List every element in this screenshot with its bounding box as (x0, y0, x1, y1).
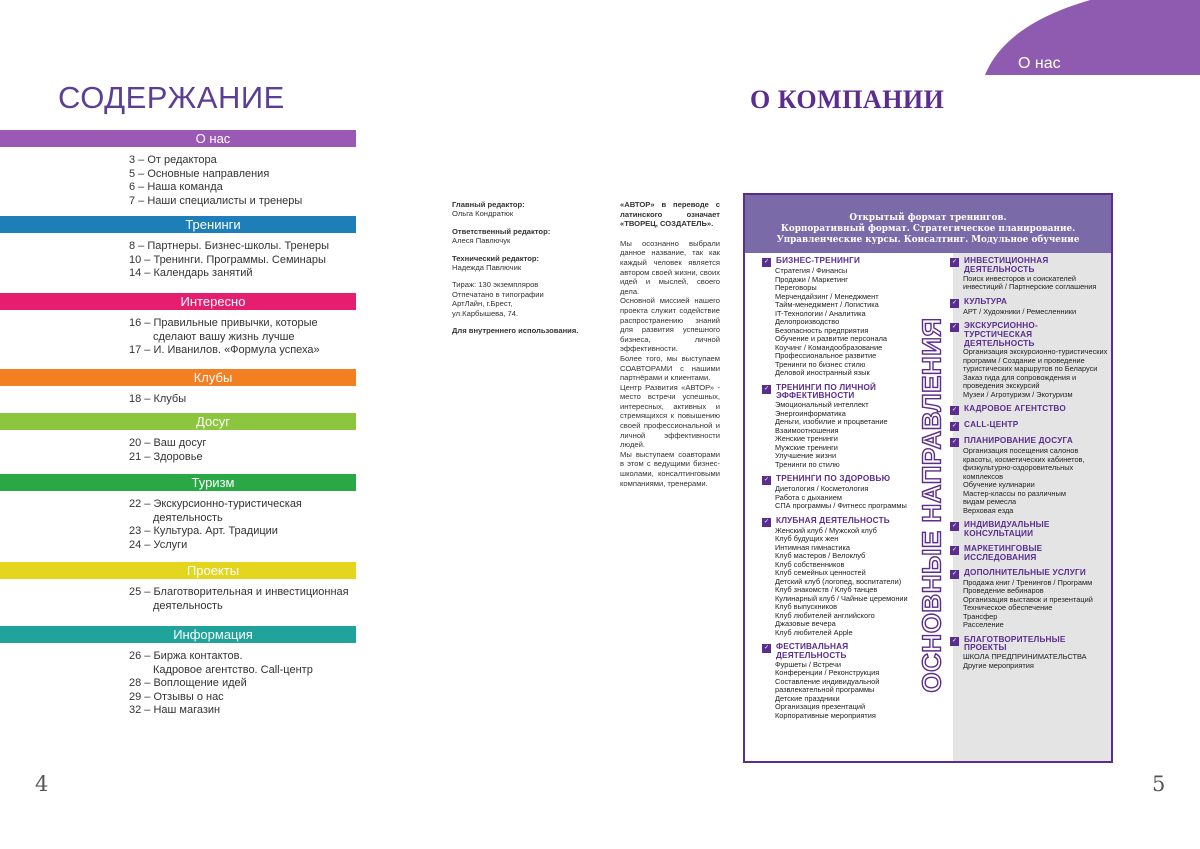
direction-item: Стратегия / Финансы (775, 266, 848, 275)
direction-item: Клуб любителей Apple (775, 627, 853, 637)
direction-item: Обучение и развитие персонала (775, 334, 888, 343)
about-paragraph: Основной миссией нашего проекта служит содействие распространению знаний для развития успешного бизнеса, личной эффективности. (620, 296, 720, 354)
about-paragraph: Мы выступаем соавторами в этом с ведущими бизнес-школами, консалтинговыми компаниями, тренерами. (620, 449, 720, 488)
checkbox-icon: ✓ (763, 518, 770, 525)
direction-item: Деловой иностранный язык (775, 368, 870, 377)
direction-title (776, 384, 876, 402)
about-paragraph: Более того, мы выступаем СОАВТОРАМИ с нашими партнёрами и клиентами. (620, 353, 720, 383)
direction-title (776, 643, 848, 661)
direction-title-line: ЭФФЕКТИВНОСТИ (776, 391, 855, 401)
direction-item: Мужские тренинги (775, 442, 838, 452)
responsible-editor-name: Алеся Павлючук (452, 236, 511, 246)
direction-title-line: ТРЕНИНГИ ПО ЛИЧНОЙ (776, 382, 877, 392)
direction-section (950, 545, 1107, 563)
checkbox-icon: ✓ (951, 259, 958, 265)
direction-title-line: ТУРСТИЧЕСКАЯ (964, 329, 1033, 339)
checkbox-icon: ✓ (951, 547, 958, 554)
direction-item: Профессиональное развитие (775, 351, 877, 360)
direction-section (950, 569, 1107, 630)
checkbox-icon: ✓ (951, 570, 958, 577)
direction-item: Музеи / Агротуризм / Экотуризм (963, 389, 1073, 399)
direction-item: Клуб мастеров / Велоклуб (775, 551, 866, 561)
checkbox-icon: ✓ (951, 407, 958, 414)
direction-title (964, 322, 1038, 348)
direction-item: Переговоры (775, 283, 817, 292)
direction-heading (762, 384, 908, 402)
direction-item: Продажи / Маркетинг (775, 274, 848, 284)
direction-item: Клуб выпускников (775, 602, 838, 612)
checkbox-icon: ✓ (951, 324, 958, 331)
toc-entry: 20 – Ваш досуг (129, 437, 207, 449)
direction-heading (950, 636, 1107, 654)
checkbox-icon: ✓ (763, 645, 770, 652)
direction-title-line: ФЕСТИВАЛЬНАЯ (776, 642, 849, 652)
direction-heading (950, 257, 1107, 275)
direction-title (964, 437, 1073, 446)
direction-item: Тайм-менеджмент / Логистика (775, 300, 879, 309)
direction-item: Женский клуб / Мужской клуб (775, 525, 877, 535)
direction-item: Расселение (963, 620, 1004, 630)
direction-items (950, 653, 1107, 670)
direction-item: Корпоративные мероприятия (775, 710, 876, 720)
direction-title-line: ИНДИВИДУАЛЬНЫЕ (964, 520, 1050, 530)
direction-item: Поиск инвесторов и соискателей (963, 273, 1076, 283)
direction-title (776, 475, 890, 484)
direction-item: IT-Технологии / Аналитика (775, 308, 866, 318)
checkbox-icon: ✓ (951, 299, 958, 306)
direction-item: Клуб семейных ценностей (775, 568, 866, 578)
toc-entry: деятельность (153, 511, 223, 524)
direction-item: Верховая езда (963, 505, 1014, 515)
direction-items (950, 308, 1107, 317)
direction-item: Детский клуб (логопед, воспитатели) (775, 576, 902, 586)
direction-item: Кулинарный клуб / Чайные церемонии (775, 593, 908, 603)
direction-item: Клуб знакомств / Клуб танцев (775, 585, 878, 595)
direction-item: Клуб будущих жен (775, 534, 839, 544)
toc-entry: 29 – Отзывы о нас (129, 690, 224, 703)
direction-section (762, 517, 908, 638)
direction-item: Тренинги по стилю (775, 459, 840, 469)
direction-items (950, 579, 1107, 630)
toc-section-bar: Информация (0, 626, 356, 643)
about-paragraph: Мы осознанно выбрали данное название, так как каждый человек является автором своей жизни, своих идей и мыслей, своего дела. (620, 238, 720, 296)
toc-entry-list (129, 650, 359, 718)
toc-section-bar: Проекты (0, 562, 356, 579)
direction-title-line: КОНСУЛЬТАЦИИ (964, 529, 1034, 539)
checkbox-icon: ✓ (951, 423, 958, 430)
direction-item: АРТ / Художники / Ремесленники (963, 306, 1077, 316)
directions-panel (743, 193, 1113, 763)
direction-item: Конференции / Реконструкция (775, 668, 880, 678)
page-title: СОДЕРЖАНИЕ (58, 80, 285, 115)
direction-item: Женские тренинги (775, 434, 838, 444)
direction-heading (950, 421, 1107, 431)
direction-item: Работа с дыханием (775, 492, 842, 502)
direction-item: Интимная гимнастика (775, 542, 851, 552)
direction-title-line: БЛАГОТВОРИТЕЛЬНЫЕ (964, 634, 1066, 644)
toc-entry: 23 – Культура. Арт. Традиции (129, 525, 278, 537)
direction-item: Трансфер (963, 611, 998, 621)
direction-section (950, 521, 1107, 539)
direction-title (964, 521, 1050, 539)
direction-title-line: КУЛЬТУРА (964, 296, 1008, 306)
toc-entry-list (129, 317, 359, 358)
toc-entry: Кадровое агентство. Call-центр (153, 663, 313, 676)
direction-items (762, 401, 908, 469)
about-paragraph: Центр Развития «АВТОР» - место встречи успешных, интересных, активных и стремящихся к повышению своей профессиональной и личной эффективности людей. (620, 382, 720, 450)
toc-entry-list (129, 498, 359, 552)
page-number-right: 5 (1152, 772, 1166, 796)
direction-item: Организация презентаций (775, 702, 866, 712)
direction-item: Взаимоотношения (775, 425, 839, 435)
direction-section (762, 475, 908, 511)
directions-left-column (762, 257, 908, 726)
toc-section-bar: Клубы (0, 369, 356, 386)
toc-entry: 17 – И. Иванилов. «Формула успеха» (129, 344, 320, 356)
direction-item: Фуршеты / Встречи (775, 659, 841, 669)
direction-section (950, 421, 1107, 431)
direction-item: Клуб собственников (775, 559, 845, 569)
chief-editor-name: Ольга Кондратюк (452, 209, 514, 219)
direction-title-line: ИНВЕСТИЦИОННАЯ (964, 256, 1049, 265)
toc-entry: 25 – Благотворительная и инвестиционная (129, 586, 349, 598)
checkbox-icon: ✓ (763, 477, 770, 484)
direction-title (964, 405, 1066, 414)
toc-entry: 24 – Услуги (129, 538, 188, 551)
direction-item: ШКОЛА ПРЕДПРИНИМАТЕЛЬСТВА (963, 652, 1087, 662)
direction-item: Техническое обеспечение (963, 603, 1053, 613)
direction-title-line: ДЕЯТЕЛЬНОСТЬ (776, 650, 847, 660)
direction-item: Другие мероприятия (963, 660, 1034, 670)
toc-entry: 8 – Партнеры. Бизнес-школы. Тренеры (129, 240, 330, 252)
internal-use-note: Для внутреннего использования. (452, 326, 579, 336)
toc-section-bar: О нас (0, 130, 356, 147)
vertical-title-text: ОСНОВНЫЕ НАПРАВЛЕНИЯ (916, 317, 947, 693)
directions-right-column (950, 257, 1107, 676)
toc-section-bar: Досуг (0, 413, 356, 430)
toc-entry: 5 – Основные направления (129, 167, 270, 180)
direction-item: инвестиций / Партнерские соглашения (963, 282, 1097, 292)
direction-item: видам ремесла (963, 497, 1017, 507)
direction-item: Организация посещения салонов (963, 446, 1079, 456)
toc-entry-list (129, 393, 359, 407)
toc-entry-list (129, 437, 359, 464)
direction-item: Проведение вебинаров (963, 586, 1044, 596)
direction-item: Мастер-классы по различным (963, 488, 1066, 498)
direction-items (762, 267, 908, 378)
direction-section (950, 437, 1107, 515)
direction-items (762, 527, 908, 638)
direction-items (762, 661, 908, 721)
print-info-line: ул.Карбышева, 74. (452, 308, 519, 318)
direction-items (950, 447, 1107, 515)
direction-heading (762, 643, 908, 661)
direction-title (776, 257, 860, 266)
checkbox-icon: ✓ (763, 385, 770, 392)
direction-title (964, 636, 1066, 654)
print-info-line: Тираж: 130 экземпляров (452, 280, 539, 290)
direction-item: Эмоциональный интеллект (775, 400, 869, 410)
direction-title-line: ПРОЕКТЫ (964, 643, 1007, 653)
direction-heading (950, 545, 1107, 563)
chief-editor-label: Главный редактор: (452, 200, 525, 209)
technical-editor-label: Технический редактор: (452, 253, 539, 263)
toc-entry: сделают вашу жизнь лучше (153, 330, 295, 343)
direction-item: Детские праздники (775, 693, 840, 703)
toc-entry-list (129, 240, 359, 281)
toc-entry: 14 – Календарь занятий (129, 267, 253, 279)
direction-title (776, 517, 890, 526)
direction-item: Энергоинформатика (775, 408, 846, 418)
direction-item: Организация экскурсионно-туристических (963, 347, 1108, 357)
direction-section (950, 257, 1107, 292)
direction-item: Улучшение жизни (775, 451, 837, 461)
direction-title (964, 298, 1007, 307)
direction-item: СПА программы / Фитнесс программы (775, 501, 907, 511)
direction-section (762, 257, 908, 378)
direction-item: комплексов (963, 471, 1004, 481)
toc-entry-list (129, 586, 359, 613)
direction-item: Мерчендайзинг / Менеджмент (775, 291, 879, 301)
direction-item: физкультурно-оздоровительных (963, 463, 1074, 473)
vertical-title (916, 255, 948, 755)
direction-item: Заказ гида для сопровождения и (963, 372, 1077, 382)
direction-title-line: ЭКСКУРСИОННО- (964, 321, 1038, 331)
direction-item: Диетология / Косметология (775, 484, 869, 494)
technical-editor-name: Надежда Павлючик (452, 263, 522, 273)
direction-title-line: CALL-ЦЕНТР (964, 420, 1019, 430)
toc-entry: 7 – Наши специалисты и тренеры (129, 194, 303, 207)
direction-items (950, 275, 1107, 292)
direction-title-line: МАРКЕТИНГОВЫЕ (964, 544, 1043, 554)
direction-items (950, 348, 1107, 399)
direction-title-line: КАДРОВОЕ АГЕНТСТВО (964, 404, 1066, 414)
direction-title (964, 545, 1042, 563)
direction-item: Организация выставок и презентаций (963, 594, 1093, 604)
toc-entry: 32 – Наш магазин (129, 704, 221, 716)
direction-item: туристических маршрутов по Беларуси (963, 364, 1098, 374)
direction-item: проведения экскурсий (963, 381, 1040, 391)
toc-section-bar: Туризм (0, 474, 356, 491)
toc-entry: 18 – Клубы (129, 393, 187, 405)
toc-entry: 10 – Тренинги. Программы. Семинары (129, 253, 326, 266)
direction-item: Клуб любителей английского (775, 610, 875, 620)
print-info-line: АртЛайн, г.Брест, (452, 299, 513, 309)
direction-title-line: ИССЛЕДОВАНИЯ (964, 552, 1037, 562)
direction-item: развлекательной программы (775, 685, 875, 695)
direction-item: Составление индивидуальной (775, 676, 880, 686)
direction-item: программ / Создание и проведение (963, 355, 1085, 365)
direction-item: Продажа книг / Тренингов / Программ (963, 577, 1093, 587)
toc-entry: 21 – Здоровье (129, 450, 203, 463)
direction-section (950, 405, 1107, 415)
direction-title-line: ПЛАНИРОВАНИЕ ДОСУГА (964, 436, 1073, 446)
company-title: О КОМПАНИИ (750, 85, 945, 114)
direction-heading (950, 322, 1107, 348)
direction-section (950, 636, 1107, 671)
about-text (620, 200, 720, 488)
direction-title-line: ТРЕНИНГИ ПО ЗДОРОВЬЮ (776, 474, 891, 484)
panel-header-line: Корпоративный формат. Стратегическое планирование. (780, 224, 1076, 234)
toc-entry: 28 – Воплощение идей (129, 677, 247, 689)
about-paragraph: «АВТОР» в переводе с латинского означает «ТВОРЕЦ, СОЗДАТЕЛЬ». (620, 200, 720, 229)
panel-header-line: Управленческие курсы. Консалтинг. Модульное обучение (776, 235, 1080, 245)
direction-item: Обучение кулинарии (963, 480, 1035, 490)
panel-header-line: Открытый формат тренингов. (849, 213, 1007, 223)
toc-entry: 6 – Наша команда (129, 181, 223, 193)
toc-entry-list (129, 154, 359, 208)
editorial-info (452, 200, 592, 335)
direction-title-line: ДЕЯТЕЛЬНОСТЬ (964, 264, 1035, 274)
direction-items (762, 485, 908, 511)
direction-section (950, 298, 1107, 317)
direction-section (762, 643, 908, 720)
direction-section (762, 384, 908, 470)
checkbox-icon: ✓ (763, 259, 770, 265)
direction-item: Безопасность предприятия (775, 325, 869, 335)
direction-title (964, 569, 1086, 578)
direction-heading (950, 521, 1107, 539)
section-tab-label: О нас (1018, 55, 1061, 72)
direction-item: Делопроизводство (775, 317, 840, 326)
direction-section (950, 322, 1107, 399)
direction-item: Тренинги по бизнес стилю (775, 359, 866, 369)
toc-entry: 26 – Биржа контактов. (129, 650, 243, 662)
direction-item: красоты, косметических кабинетов, (963, 454, 1085, 464)
panel-header (745, 195, 1111, 253)
direction-title-line: ДОПОЛНИТЕЛЬНЫЕ УСЛУГИ (964, 567, 1086, 577)
direction-title (964, 421, 1018, 430)
direction-title-line: БИЗНЕС-ТРЕНИНГИ (776, 256, 861, 265)
checkbox-icon: ✓ (951, 637, 958, 644)
toc-entry: деятельность (153, 599, 223, 612)
responsible-editor-label: Ответственный редактор: (452, 226, 551, 236)
direction-title (964, 257, 1048, 275)
checkbox-icon: ✓ (951, 523, 958, 530)
direction-heading (950, 405, 1107, 415)
direction-title-line: КЛУБНАЯ ДЕЯТЕЛЬНОСТЬ (776, 515, 890, 525)
toc-section-bar: Тренинги (0, 216, 356, 233)
toc-entry: 16 – Правильные привычки, которые (129, 317, 318, 329)
direction-title-line: ДЕЯТЕЛЬНОСТЬ (964, 338, 1035, 348)
toc-section-bar: Интересно (0, 293, 356, 310)
checkbox-icon: ✓ (951, 439, 958, 446)
direction-item: Джазовые вечера (775, 619, 836, 629)
direction-item: Коучинг / Командообразование (775, 342, 883, 352)
print-info-line: Отпечатано в типографии (452, 289, 544, 299)
toc-entry: 22 – Экскурсионно-туристическая (129, 498, 302, 510)
direction-item: Деньги, изобилие и процветание (775, 417, 888, 427)
toc-entry: 3 – От редактора (129, 154, 217, 166)
page-number-left: 4 (35, 772, 49, 796)
